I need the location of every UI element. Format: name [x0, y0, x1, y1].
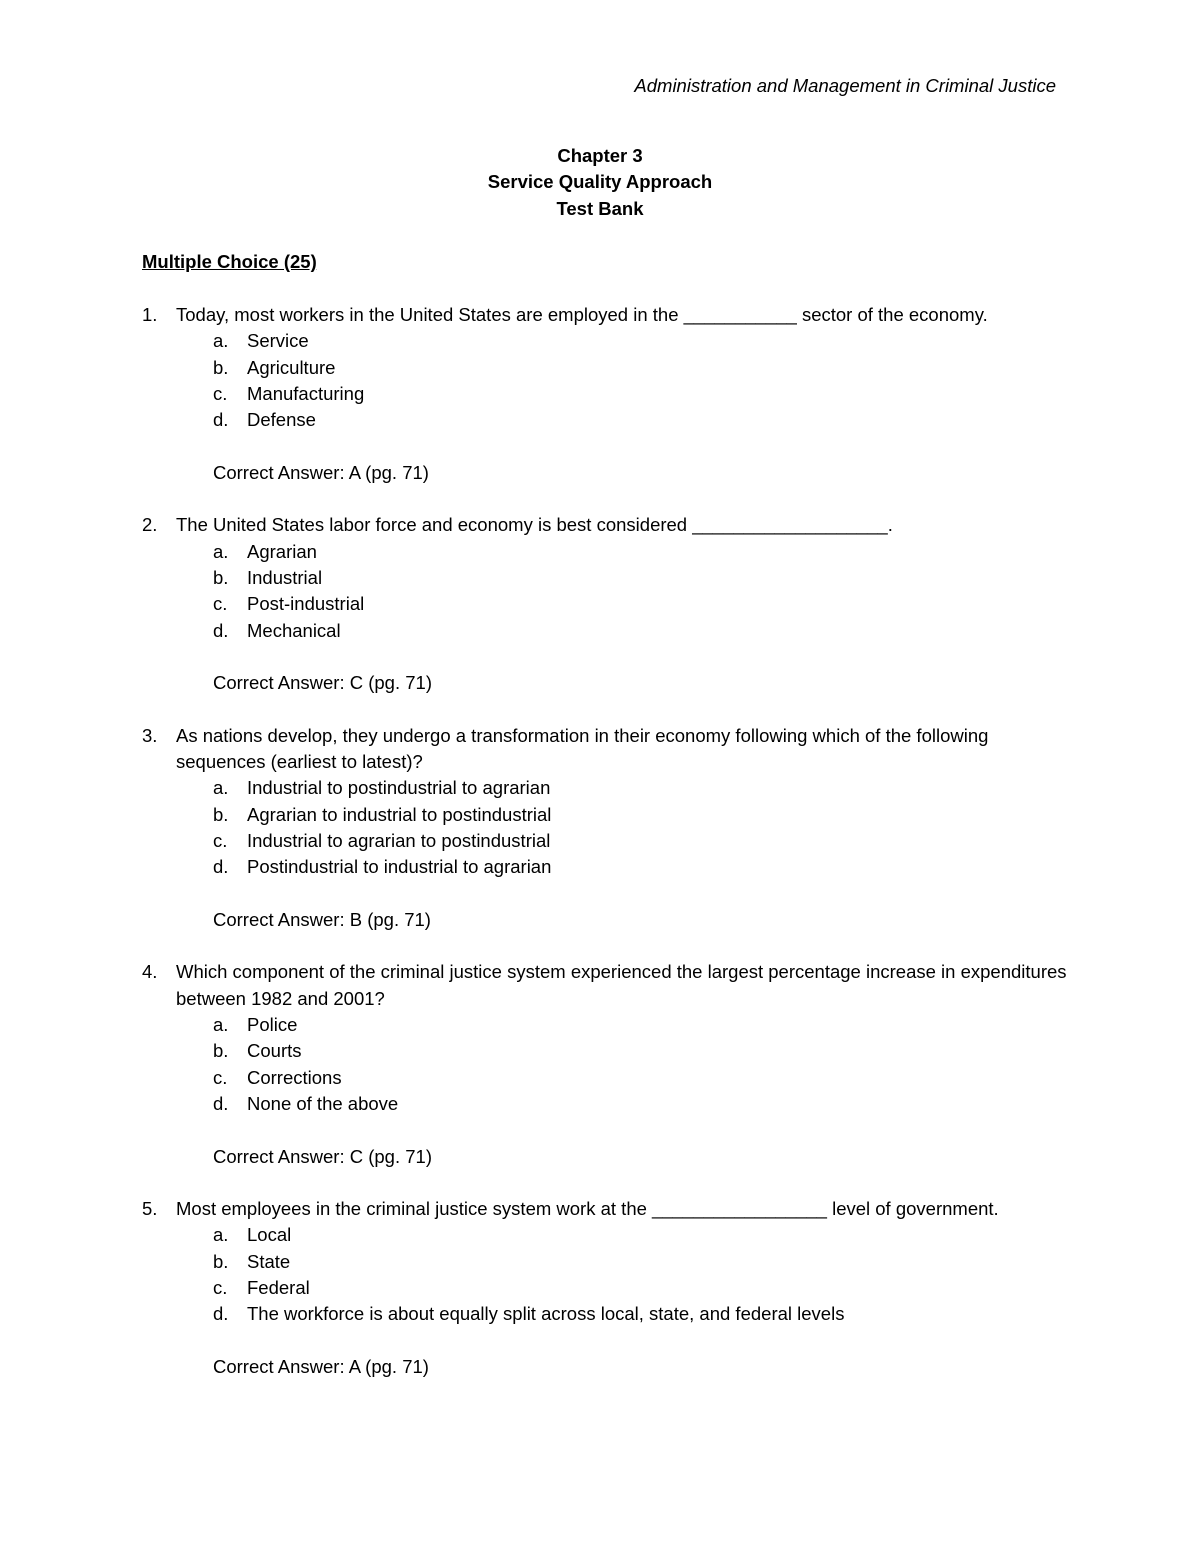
option-item: [142, 407, 1072, 433]
option-letter: c.: [213, 1276, 228, 1298]
option-item: [142, 355, 1072, 381]
option-letter: d.: [213, 619, 229, 641]
option-item: [142, 328, 1072, 354]
option-text: Corrections: [247, 1066, 342, 1088]
option-letter: c.: [213, 382, 228, 404]
question-text: Today, most workers in the United States are employed in the ___________ sector of the economy.: [176, 304, 988, 325]
question-text: The United States labor force and economy is best considered ___________________.: [176, 514, 893, 536]
option-letter: d.: [213, 1092, 229, 1114]
option-text: Agrarian: [247, 540, 317, 562]
option-letter: b.: [213, 1040, 229, 1062]
question-item: [142, 512, 1072, 722]
option-item: [142, 539, 1072, 565]
option-item: [142, 828, 1072, 854]
option-list: [142, 1222, 1072, 1327]
option-text: Defense: [247, 409, 316, 431]
option-item: [142, 1065, 1072, 1091]
correct-answer: Correct Answer: C (pg. 71): [213, 1145, 432, 1167]
correct-answer: Correct Answer: B (pg. 71): [213, 908, 431, 930]
option-text: None of the above: [247, 1092, 399, 1114]
option-text: Federal: [247, 1276, 310, 1298]
question-number: 3.: [142, 724, 158, 746]
option-text: Agrarian to industrial to postindustrial: [247, 803, 552, 825]
option-text: Post-industrial: [247, 593, 365, 615]
question-text: Most employees in the criminal justice system work at the _________________ level of government.: [176, 1198, 999, 1220]
running-header: Administration and Management in Criminal Justice: [634, 75, 1056, 96]
question-text: As nations develop, they undergo a transformation in their economy following which of the following sequences (earliest to latest)?: [176, 724, 989, 773]
option-letter: c.: [213, 1066, 228, 1088]
correct-answer: Correct Answer: A (pg. 71): [213, 461, 429, 483]
option-list: [142, 328, 1072, 433]
option-text: Agriculture: [247, 356, 336, 378]
correct-answer: Correct Answer: A (pg. 71): [213, 1355, 429, 1377]
document-kind: Test Bank: [556, 197, 644, 219]
option-letter: c.: [213, 593, 228, 615]
option-item: [142, 565, 1072, 591]
question-text: Which component of the criminal justice system experienced the largest percentage increase in expenditures between 1982 and 2001?: [176, 961, 1067, 1009]
chapter-title: Chapter 3: [557, 145, 643, 166]
option-item: [142, 381, 1072, 407]
question-number: 5.: [142, 1198, 158, 1220]
option-item: [142, 1249, 1072, 1275]
section-heading: Multiple Choice (25): [142, 251, 317, 272]
option-item: [142, 1222, 1072, 1248]
option-letter: a.: [213, 1014, 229, 1036]
option-text: Industrial to agrarian to postindustrial: [247, 829, 551, 851]
option-text: Courts: [247, 1040, 302, 1062]
option-letter: a.: [213, 777, 229, 799]
correct-answer: Correct Answer: C (pg. 71): [213, 672, 432, 694]
option-text: The workforce is about equally split across local, state, and federal levels: [247, 1303, 845, 1325]
option-text: Industrial: [247, 566, 323, 588]
option-letter: d.: [213, 1303, 229, 1325]
question-number: 2.: [142, 514, 158, 536]
option-letter: a.: [213, 330, 229, 352]
option-letter: a.: [213, 1224, 229, 1246]
option-letter: a.: [213, 540, 229, 562]
title-block: [0, 143, 1200, 222]
chapter-subject: Service Quality Approach: [487, 171, 713, 193]
option-item: [142, 591, 1072, 617]
option-text: Industrial to postindustrial to agrarian: [247, 777, 551, 799]
option-list: [142, 775, 1072, 880]
option-item: [142, 775, 1072, 801]
question-item: [142, 302, 1072, 512]
question-item: [142, 723, 1072, 960]
option-item: [142, 1091, 1072, 1117]
option-letter: b.: [213, 1250, 229, 1272]
option-text: Police: [247, 1014, 298, 1036]
option-letter: b.: [213, 566, 229, 588]
option-text: Manufacturing: [247, 382, 365, 404]
option-text: Postindustrial to industrial to agrarian: [247, 856, 552, 878]
option-letter: d.: [213, 856, 229, 878]
option-text: Mechanical: [247, 619, 341, 641]
option-item: [142, 802, 1072, 828]
option-item: [142, 1275, 1072, 1301]
option-text: Service: [247, 330, 309, 352]
option-letter: c.: [213, 829, 228, 851]
question-number: 1.: [142, 304, 158, 325]
option-letter: b.: [213, 356, 229, 378]
option-item: [142, 1012, 1072, 1038]
option-list: [142, 1012, 1072, 1117]
option-item: [142, 1301, 1072, 1327]
option-item: [142, 854, 1072, 880]
question-number: 4.: [142, 961, 158, 983]
option-text: Local: [247, 1224, 292, 1246]
option-item: [142, 1038, 1072, 1064]
option-item: [142, 618, 1072, 644]
option-letter: b.: [213, 803, 229, 825]
option-letter: d.: [213, 409, 229, 431]
option-list: [142, 539, 1072, 644]
question-item: [142, 1196, 1072, 1380]
question-item: [142, 959, 1072, 1196]
question-list: [142, 302, 1072, 1380]
option-text: State: [247, 1250, 291, 1272]
